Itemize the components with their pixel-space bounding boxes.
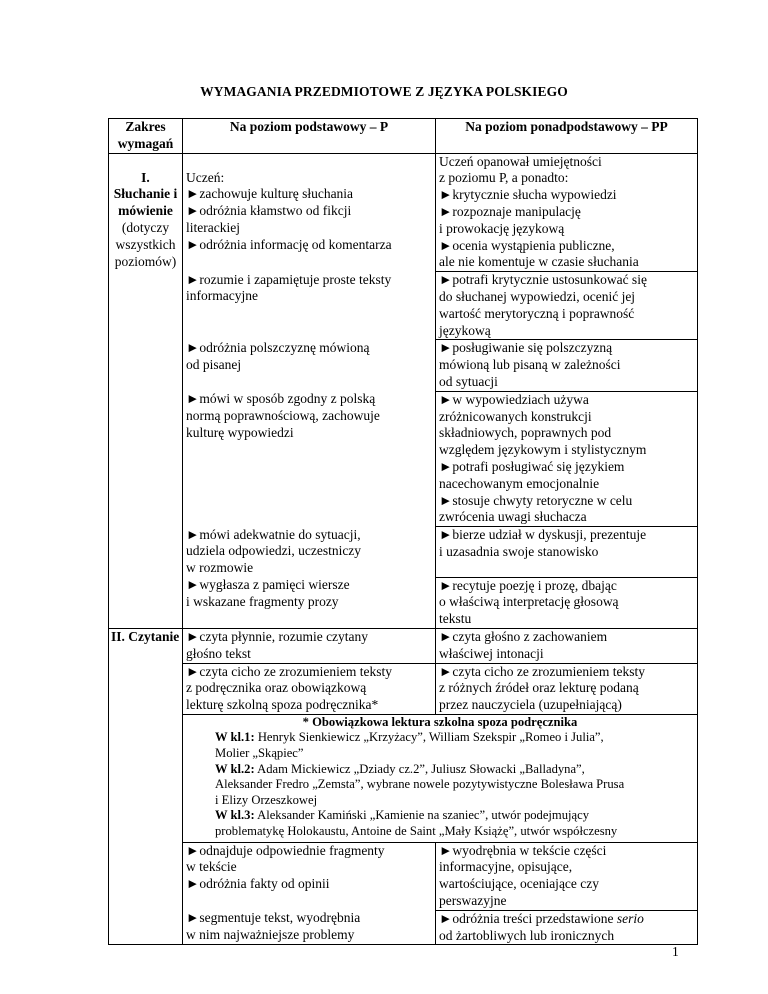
cell-advanced: ►wyodrębnia w tekście części informacyjne, opisujące, wartościujące, oceniające czy perswazyjne	[436, 842, 698, 910]
cell-advanced: ►czyta cicho ze zrozumieniem teksty z różnych źródeł oraz lekturę podaną przez nauczyciela (uzupełniającą)	[436, 663, 698, 714]
cell-basic: ►segmentuje tekst, wyodrębnia w nim najważniejsze problemy	[183, 910, 436, 945]
requirements-table	[108, 118, 698, 945]
cell-basic: ►czyta cicho ze zrozumieniem teksty z podręcznika oraz obowiązkową lekturę szkolną spoza podręcznika*	[183, 663, 436, 714]
section-listening-speaking: I. Słuchanie i mówienie (dotyczy wszystkich poziomów)	[109, 153, 183, 628]
cell-basic: ►odróżnia polszczyznę mówioną od pisanej	[183, 340, 436, 391]
page-title: WYMAGANIA PRZEDMIOTOWE Z JĘZYKA POLSKIEGO	[200, 84, 568, 99]
cell-advanced: Uczeń opanował umiejętności z poziomu P, a ponadto: ►krytycznie słucha wypowiedzi ►rozpoznaje manipulację i prowokację językową ►ocenia wystąpienia publiczne, ale nie komentuje w czasie słuchania	[436, 153, 698, 272]
cell-advanced: ►odróżnia treści przedstawione serio od żartobliwych lub ironicznych	[436, 910, 698, 945]
cell-basic: ►rozumie i zapamiętuje proste teksty informacyjne	[183, 272, 436, 340]
section-reading: II. Czytanie	[109, 628, 183, 945]
header-advanced-level: Na poziom ponadpodstawowy – PP	[436, 119, 698, 154]
cell-advanced: ►czyta głośno z zachowaniem właściwej intonacji	[436, 628, 698, 663]
mandatory-reading-list: * Obowiązkowa lektura szkolna spoza podręcznika W kl.1: Henryk Sienkiewicz „Krzyżacy”, William Szekspir „Romeo i Julia”, Molier „Skąpiec” W kl.2: Adam Mickiewicz „Dziady cz.2”, Juliusz Słowacki „Balladyna”, Aleksander Fredro „Zemsta”, wybrane nowele pozytywistyczne Bolesława Prusa i Elizy Orzeszkowej W kl.3: Aleksander Kamiński „Kamienie na szaniec”, utwór podejmujący problematykę Holokaustu, Antoine de Saint „Mały Książę”, utwór współczesny	[183, 714, 698, 842]
page-number: 1	[672, 944, 679, 959]
header-scope: Zakres wymagań	[109, 119, 183, 154]
header-row	[109, 119, 698, 154]
header-basic-level: Na poziom podstawowy – P	[183, 119, 436, 154]
cell-basic: ►czyta płynnie, rozumie czytany głośno tekst	[183, 628, 436, 663]
cell-basic: ►mówi adekwatnie do sytuacji, udziela odpowiedzi, uczestniczy w rozmowie	[183, 527, 436, 577]
cell-basic: Uczeń: ►zachowuje kulturę słuchania ►odróżnia kłamstwo od fikcji literackiej ►odróżnia informację od komentarza	[183, 153, 436, 272]
cell-basic: ►wygłasza z pamięci wiersze i wskazane fragmenty prozy	[183, 577, 436, 628]
cell-advanced: ►w wypowiedziach używa zróżnicowanych konstrukcji składniowych, poprawnych pod względem językowym i stylistycznym ►potrafi posługiwać się językiem nacechowanym emocjonalnie ►stosuje chwyty retoryczne w celu zwrócenia uwagi słuchacza	[436, 391, 698, 526]
cell-advanced: ►potrafi krytycznie ustosunkować się do słuchanej wypowiedzi, ocenić jej wartość merytoryczną i poprawność językową	[436, 272, 698, 340]
cell-basic: ►odnajduje odpowiednie fragmenty w tekście ►odróżnia fakty od opinii	[183, 842, 436, 910]
mandatory-reading-heading: * Obowiązkowa lektura szkolna spoza podręcznika	[302, 714, 578, 729]
cell-advanced: ►recytuje poezję i prozę, dbając o właściwą interpretację głosową tekstu	[436, 577, 698, 628]
cell-advanced: ►bierze udział w dyskusji, prezentuje i uzasadnia swoje stanowisko	[436, 527, 698, 577]
cell-advanced: ►posługiwanie się polszczyzną mówioną lub pisaną w zależności od sytuacji	[436, 340, 698, 391]
cell-basic: ►mówi w sposób zgodny z polską normą poprawnościową, zachowuje kulturę wypowiedzi	[183, 391, 436, 526]
